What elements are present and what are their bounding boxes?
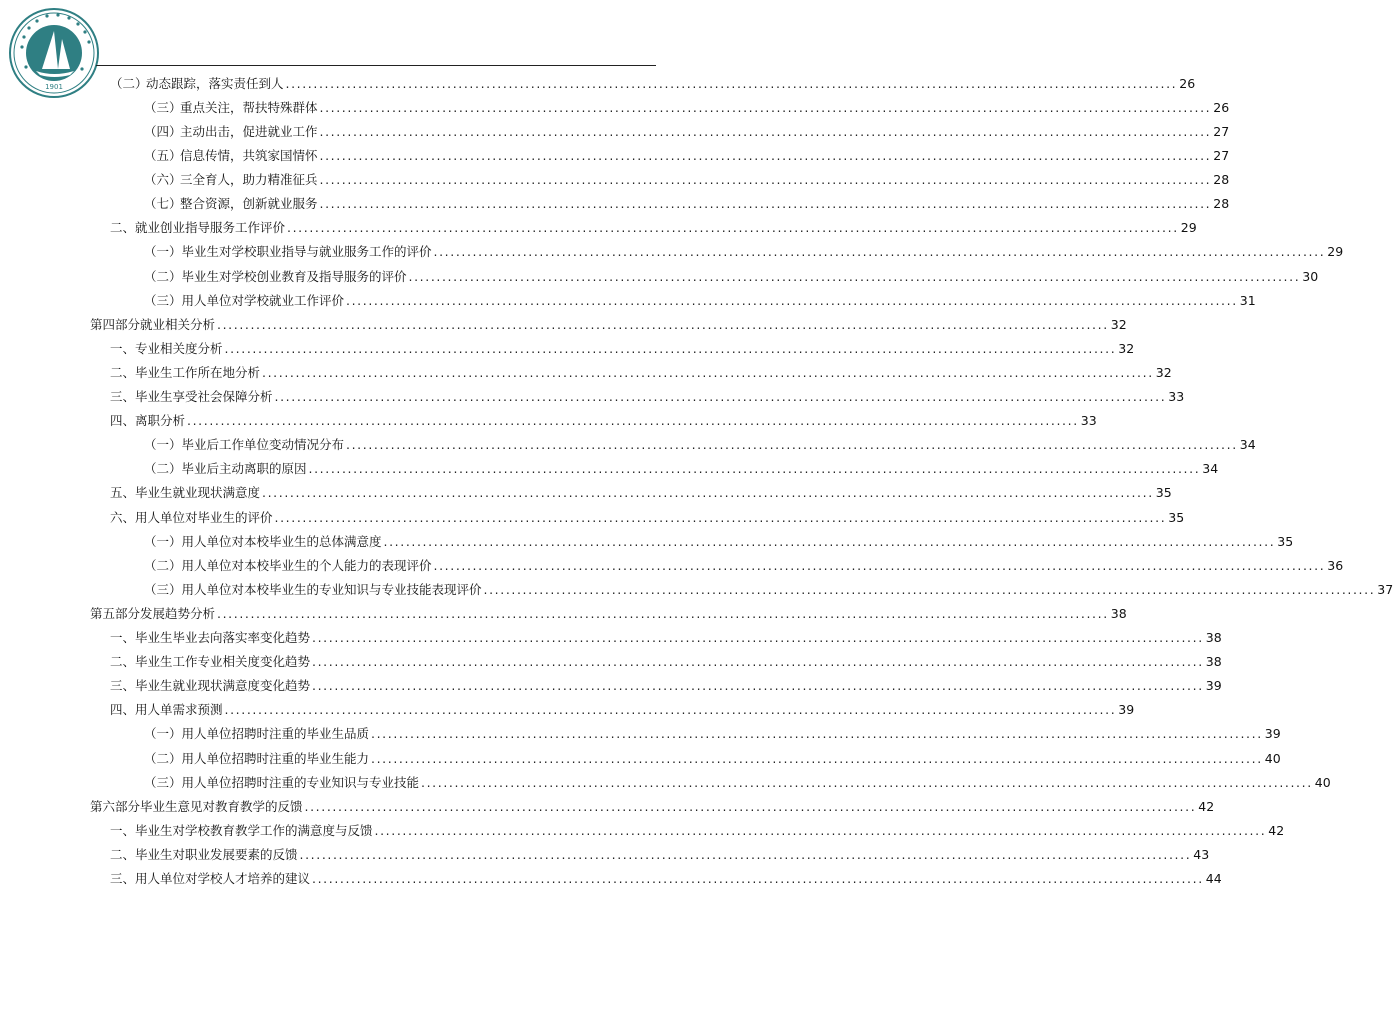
toc-entry-number: 一、 <box>110 340 136 356</box>
toc-entry-number: 二、 <box>110 846 136 862</box>
toc-leader-dots: ................................................................................................................................................................ <box>308 461 1201 477</box>
toc-leader-dots: ................................................................................................................................................................ <box>371 750 1263 766</box>
toc-entry-title: 毕业生毕业去向落实率变化趋势 <box>135 630 311 646</box>
toc-entry-title: 毕业生就业现状满意度 <box>135 485 261 501</box>
toc-entry-number: （二） <box>144 557 182 573</box>
toc-entry[interactable] <box>110 361 1172 385</box>
toc-entry-title: 毕业生对学校职业指导与就业服务工作的评价 <box>181 244 432 260</box>
toc-entry-title: 用人单位招聘时注重的专业知识与专业技能 <box>181 774 420 790</box>
toc-entry-page: 30 <box>1302 268 1319 284</box>
toc-leader-dots: ................................................................................................................................................................ <box>217 316 1109 332</box>
toc-entry-title: 用人单需求预测 <box>135 702 223 718</box>
toc-entry-page: 26 <box>1213 99 1230 115</box>
toc-leader-dots: ................................................................................................................................................................ <box>371 726 1263 742</box>
toc-leader-dots: ................................................................................................................................................................ <box>274 509 1167 525</box>
toc-entry-number: （二） <box>144 461 182 477</box>
toc-entry-title: 毕业生就业现状满意度变化趋势 <box>135 678 311 694</box>
toc-entry-page: 34 <box>1202 461 1219 477</box>
toc-leader-dots: ................................................................................................................................................................ <box>346 437 1238 453</box>
toc-leader-dots: ................................................................................................................................................................ <box>483 581 1376 597</box>
toc-entry[interactable] <box>144 168 1230 192</box>
toc-leader-dots: ................................................................................................................................................................ <box>299 846 1192 862</box>
toc-entry-page: 39 <box>1118 702 1135 718</box>
toc-entry-page: 40 <box>1314 774 1331 790</box>
toc-entry[interactable] <box>110 867 1222 891</box>
toc-entry-page: 28 <box>1213 196 1230 212</box>
toc-entry[interactable] <box>110 626 1222 650</box>
toc-leader-dots: ................................................................................................................................................................ <box>312 630 1204 646</box>
toc-entry[interactable] <box>110 337 1135 361</box>
toc-entry-number: 六、 <box>110 509 136 525</box>
toc-entry-page: 39 <box>1264 726 1281 742</box>
toc-leader-dots: ................................................................................................................................................................ <box>224 340 1117 356</box>
toc-entry-number: 三、 <box>110 678 136 694</box>
toc-entry-page: 34 <box>1239 437 1256 453</box>
toc-entry-number: 一、 <box>110 630 136 646</box>
toc-entry-page: 38 <box>1205 654 1222 670</box>
toc-entry-title: 用人单位招聘时注重的毕业生能力 <box>181 750 370 766</box>
toc-leader-dots: ................................................................................................................................................................ <box>312 654 1204 670</box>
toc-entry-number: 第五部分 <box>90 605 141 621</box>
toc-entry[interactable] <box>144 434 1256 458</box>
toc-entry[interactable] <box>144 554 1344 578</box>
toc-entry-number: （二） <box>110 75 148 91</box>
toc-entry-number: （一） <box>144 437 182 453</box>
toc-entry[interactable] <box>144 193 1230 217</box>
toc-entry[interactable] <box>144 265 1319 289</box>
toc-entry-title: 离职分析 <box>135 413 186 429</box>
toc-entry-title: 用人单位招聘时注重的毕业生品质 <box>181 726 370 742</box>
toc-entry-title: 用人单位对本校毕业生的总体满意度 <box>181 533 382 549</box>
toc-entry[interactable] <box>90 795 1215 819</box>
toc-leader-dots: ................................................................................................................................................................ <box>374 822 1267 838</box>
toc-entry-page: 38 <box>1205 630 1222 646</box>
toc-leader-dots: ................................................................................................................................................................ <box>312 678 1204 694</box>
toc-entry-number: （七） <box>144 196 182 212</box>
toc-entry-number: （三） <box>144 99 182 115</box>
toc-entry-title: 毕业生对学校创业教育及指导服务的评价 <box>181 268 407 284</box>
toc-entry-number: （六） <box>144 172 182 188</box>
toc-entry[interactable] <box>144 96 1230 120</box>
toc-entry-page: 28 <box>1213 172 1230 188</box>
toc-entry-page: 27 <box>1213 123 1230 139</box>
toc-entry[interactable] <box>144 144 1230 168</box>
toc-leader-dots: ................................................................................................................................................................ <box>408 268 1301 284</box>
toc-entry[interactable] <box>144 120 1230 144</box>
toc-entry-title: 毕业生对职业发展要素的反馈 <box>135 846 298 862</box>
toc-entry-page: 37 <box>1377 581 1393 597</box>
toc-leader-dots: ................................................................................................................................................................ <box>319 123 1212 139</box>
toc-entry[interactable] <box>110 650 1222 674</box>
toc-entry-title: 毕业生意见对教育教学的反馈 <box>140 798 303 814</box>
toc-entry-page: 27 <box>1213 148 1230 164</box>
toc-entry-title: 主动出击，促进就业工作 <box>180 123 318 139</box>
toc-entry-title: 发展趋势分析 <box>140 605 216 621</box>
toc-entry-number: （三） <box>144 774 182 790</box>
toc-entry[interactable] <box>110 843 1210 867</box>
toc-entry-number: （二） <box>144 750 182 766</box>
toc-entry[interactable] <box>144 578 1393 602</box>
toc-entry-number: 第四部分 <box>90 316 141 332</box>
toc-entry-title: 毕业后主动离职的原因 <box>181 461 307 477</box>
toc-entry[interactable] <box>110 482 1172 506</box>
toc-entry[interactable] <box>144 241 1344 265</box>
toc-entry-title: 用人单位对学校就业工作评价 <box>181 292 345 308</box>
toc-entry-title: 信息传情，共筑家国情怀 <box>180 148 318 164</box>
toc-entry-page: 44 <box>1205 871 1222 887</box>
toc-entry-title: 用人单位对毕业生的评价 <box>135 509 273 525</box>
toc-entry-title: 毕业生对学校教育教学工作的满意度与反馈 <box>135 822 373 838</box>
toc-entry-page: 26 <box>1179 75 1196 91</box>
toc-entry-title: 就业相关分析 <box>140 316 216 332</box>
toc-entry-page: 40 <box>1264 750 1281 766</box>
toc-leader-dots: ................................................................................................................................................................ <box>319 196 1212 212</box>
toc-entry-page: 35 <box>1168 509 1185 525</box>
toc-entry-number: 二、 <box>110 220 136 236</box>
toc-entry-number: 三、 <box>110 389 136 405</box>
toc-entry[interactable] <box>110 409 1097 433</box>
toc-entry-page: 42 <box>1268 822 1285 838</box>
toc-entry-number: 四、 <box>110 413 136 429</box>
toc-entry-number: （三） <box>144 292 182 308</box>
toc-entry-number: 五、 <box>110 485 136 501</box>
toc-leader-dots: ................................................................................................................................................................ <box>433 244 1326 260</box>
toc-entry-title: 就业创业指导服务工作评价 <box>135 220 286 236</box>
toc-leader-dots: ................................................................................................................................................................ <box>304 798 1197 814</box>
toc-leader-dots: ................................................................................................................................................................ <box>421 774 1313 790</box>
toc-entry-page: 43 <box>1193 846 1210 862</box>
toc-entry[interactable] <box>144 747 1281 771</box>
toc-entry-title: 毕业生工作专业相关度变化趋势 <box>135 654 311 670</box>
toc-entry-page: 32 <box>1155 364 1172 380</box>
toc-entry-number: （一） <box>144 726 182 742</box>
toc-entry-title: 毕业生享受社会保障分析 <box>135 389 273 405</box>
toc-entry[interactable] <box>144 458 1219 482</box>
toc-entry-page: 36 <box>1327 557 1344 573</box>
toc-entry[interactable] <box>110 385 1185 409</box>
toc-entry[interactable] <box>144 530 1294 554</box>
toc-leader-dots: ................................................................................................................................................................ <box>319 172 1212 188</box>
toc-entry-title: 用人单位对本校毕业生的专业知识与专业技能表现评价 <box>181 581 482 597</box>
toc-leader-dots: ................................................................................................................................................................ <box>287 220 1179 236</box>
toc-leader-dots: ................................................................................................................................................................ <box>274 389 1167 405</box>
toc-entry-number: （三） <box>144 581 182 597</box>
toc-entry-number: （二） <box>144 268 182 284</box>
toc-entry[interactable] <box>144 723 1281 747</box>
toc-entry-title: 重点关注，帮扶特殊群体 <box>180 99 318 115</box>
toc-leader-dots: ................................................................................................................................................................ <box>217 605 1109 621</box>
toc-entry-number: 第六部分 <box>90 798 141 814</box>
toc-entry-number: 二、 <box>110 364 136 380</box>
toc-leader-dots: ................................................................................................................................................................ <box>262 485 1154 501</box>
toc-entry[interactable] <box>144 771 1331 795</box>
toc-entry[interactable] <box>110 217 1197 241</box>
toc-entry[interactable] <box>110 699 1135 723</box>
toc-entry-page: 33 <box>1080 413 1097 429</box>
toc-entry-page: 35 <box>1277 533 1294 549</box>
toc-leader-dots: ................................................................................................................................................................ <box>285 75 1178 91</box>
school-logo <box>8 7 100 99</box>
toc-entry-page: 29 <box>1180 220 1197 236</box>
toc-entry-title: 三全育人，助力精准征兵 <box>180 172 318 188</box>
toc-entry-page: 31 <box>1239 292 1256 308</box>
toc-entry[interactable] <box>90 602 1127 626</box>
toc-entry-title: 毕业后工作单位变动情况分布 <box>181 437 345 453</box>
toc-entry-number: 二、 <box>110 654 136 670</box>
toc-entry[interactable] <box>110 675 1222 699</box>
toc-entry-page: 32 <box>1110 316 1127 332</box>
toc-entry-number: 一、 <box>110 822 136 838</box>
toc-entry-number: （四） <box>144 123 182 139</box>
toc-entry-page: 32 <box>1118 340 1135 356</box>
logo-year: 1901 <box>45 83 63 91</box>
toc-leader-dots: ................................................................................................................................................................ <box>319 148 1212 164</box>
toc-leader-dots: ................................................................................................................................................................ <box>187 413 1079 429</box>
toc-leader-dots: ................................................................................................................................................................ <box>433 557 1326 573</box>
toc-entry-number: 四、 <box>110 702 136 718</box>
toc-leader-dots: ................................................................................................................................................................ <box>346 292 1238 308</box>
toc-entry-title: 动态跟踪，落实责任到人 <box>146 75 284 91</box>
toc-entry-title: 毕业生工作所在地分析 <box>135 364 261 380</box>
toc-entry-page: 38 <box>1110 605 1127 621</box>
toc-leader-dots: ................................................................................................................................................................ <box>383 533 1276 549</box>
toc-entry[interactable] <box>144 289 1256 313</box>
toc-leader-dots: ................................................................................................................................................................ <box>262 364 1154 380</box>
toc-entry[interactable] <box>110 72 1196 96</box>
toc-leader-dots: ................................................................................................................................................................ <box>224 702 1117 718</box>
toc-entry-page: 33 <box>1168 389 1185 405</box>
toc-leader-dots: ................................................................................................................................................................ <box>319 99 1212 115</box>
toc-entry-title: 用人单位对学校人才培养的建议 <box>135 871 311 887</box>
toc-entry-page: 35 <box>1155 485 1172 501</box>
toc-entry-number: （五） <box>144 148 182 164</box>
toc-entry-number: （一） <box>144 533 182 549</box>
toc-entry-number: （一） <box>144 244 182 260</box>
toc-leader-dots: ................................................................................................................................................................ <box>312 871 1204 887</box>
toc-entry-title: 专业相关度分析 <box>135 340 223 356</box>
toc-entry-number: 三、 <box>110 871 136 887</box>
toc-entry-page: 29 <box>1327 244 1344 260</box>
header-rule <box>96 65 656 66</box>
toc-entry[interactable] <box>110 819 1285 843</box>
toc-entry-page: 42 <box>1198 798 1215 814</box>
toc-entry[interactable] <box>90 313 1127 337</box>
toc-entry-page: 39 <box>1205 678 1222 694</box>
toc-entry[interactable] <box>110 506 1185 530</box>
toc-entry-title: 整合资源，创新就业服务 <box>180 196 318 212</box>
toc-entry-title: 用人单位对本校毕业生的个人能力的表现评价 <box>181 557 432 573</box>
